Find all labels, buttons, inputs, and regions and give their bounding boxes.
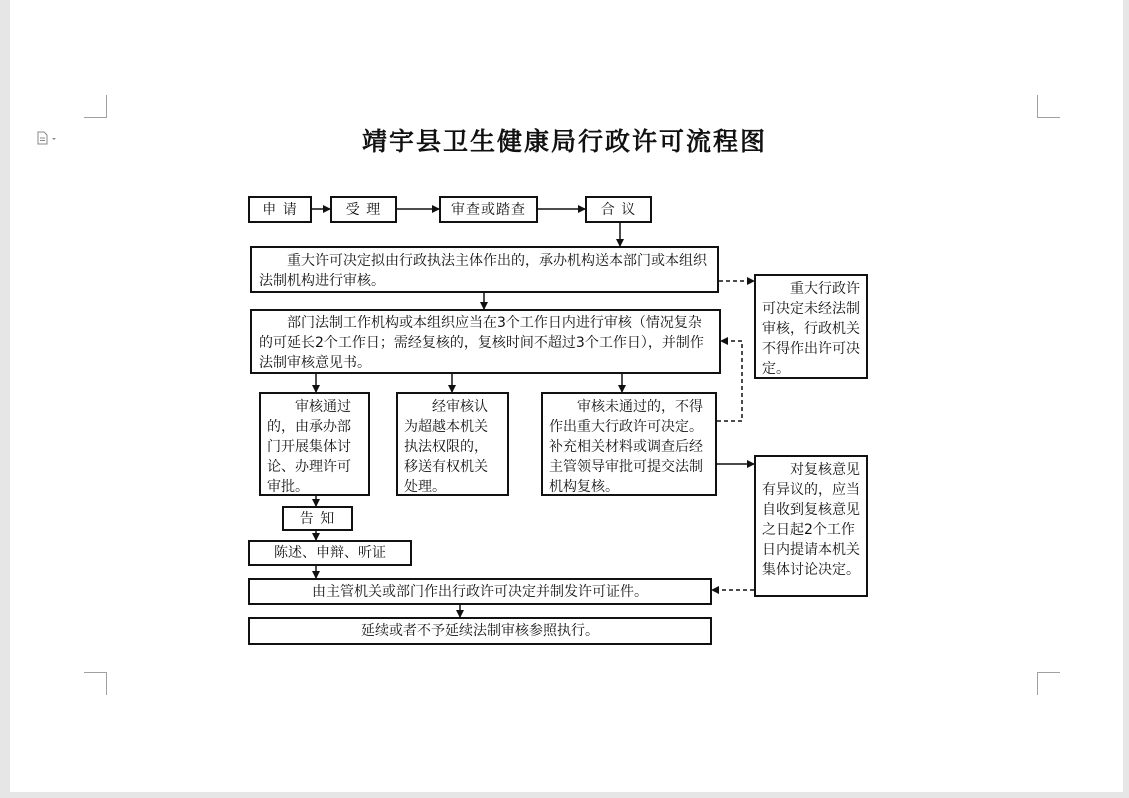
notify-box: 告 知 — [282, 506, 353, 531]
step-accept-box: 受 理 — [330, 196, 397, 223]
statement-box: 陈述、申辩、听证 — [248, 540, 412, 566]
step-agree-box: 合 议 — [585, 196, 652, 223]
major-decision-box: 重大许可决定拟由行政执法主体作出的，承办机构送本部门或本组织法制机构进行审核。 — [250, 246, 719, 293]
side-note-review-required: 重大行政许可决定未经法制审核，行政机关不得作出许可决定。 — [754, 274, 868, 379]
step-apply-box: 申 请 — [248, 196, 312, 223]
page-title: 靖宇县卫生健康局行政许可流程图 — [361, 127, 767, 156]
step-review-box: 审查或踏查 — [439, 196, 538, 223]
branch-pass-box: 审核通过的，由承办部门开展集体讨论、办理许可审批。 — [259, 392, 370, 496]
side-note-objection: 对复核意见有异议的，应当自收到复核意见之日起2个工作日内提请本机关集体讨论决定。 — [754, 455, 868, 597]
branch-fail-box: 审核未通过的，不得作出重大行政许可决定。补充相关材料或调查后经主管领导审批可提交法制机构复核。 — [541, 392, 717, 496]
extension-box: 延续或者不予延续法制审核参照执行。 — [248, 617, 712, 645]
legal-review-box: 部门法制工作机构或本组织应当在3个工作日内进行审核（情况复杂的可延长2个工作日；需经复核的，复核时间不超过3个工作日），并制作法制审核意见书。 — [250, 309, 721, 374]
branch-exceed-box: 经审核认为超越本机关执法权限的，移送有权机关处理。 — [396, 392, 509, 496]
issue-box: 由主管机关或部门作出行政许可决定并制发许可证件。 — [248, 578, 712, 605]
